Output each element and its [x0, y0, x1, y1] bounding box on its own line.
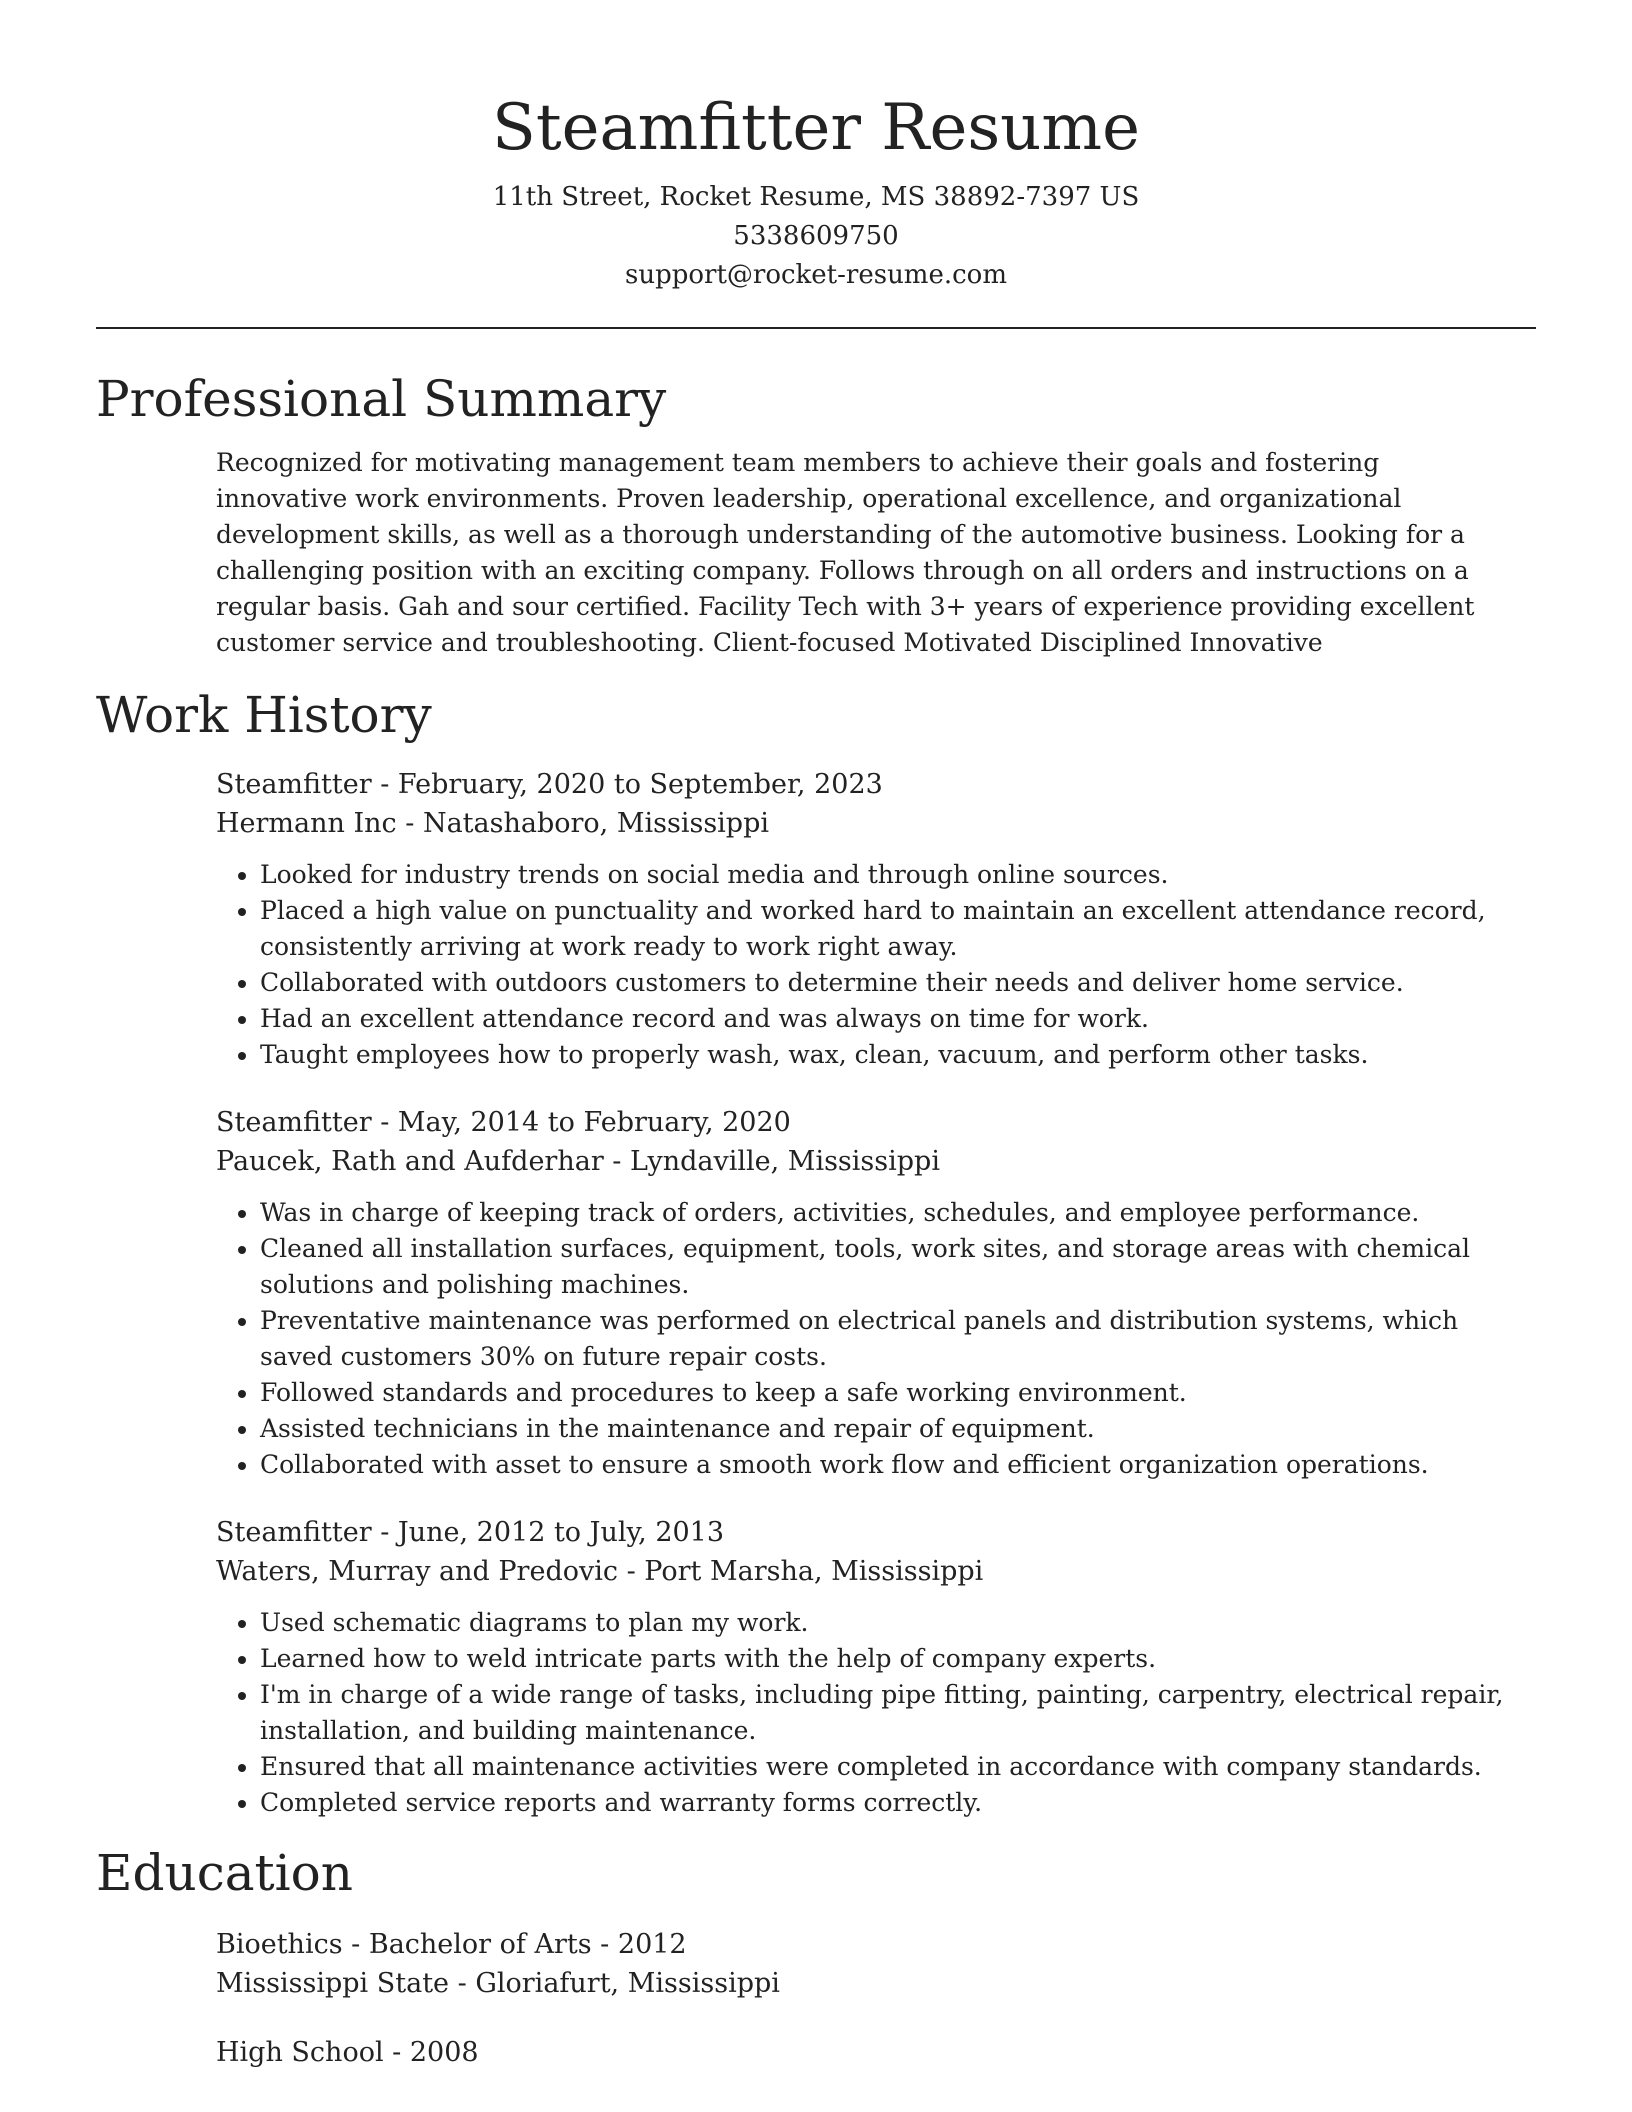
resume-page [96, 0, 1536, 2072]
resume-header [96, 0, 1536, 295]
summary-section [96, 367, 1536, 661]
contact-phone: 5338609750 [733, 221, 899, 251]
job-title-dates: Steamfitter - June, 2012 to July, 2013 [216, 1517, 725, 1548]
resume-title: Steamfitter Resume [492, 91, 1140, 165]
work-history-section [96, 683, 1536, 1821]
job-title-dates: Steamfitter - May, 2014 to February, 2020 [216, 1107, 791, 1138]
job-company-location: Hermann Inc - Natashaboro, Mississippi [216, 808, 770, 839]
job-duty-item: • Looked for industry trends on social media and through online sources. [260, 857, 1536, 893]
education-degree: Bioethics - Bachelor of Arts - 2012 [216, 1929, 687, 1960]
header-divider [96, 327, 1536, 329]
job-duty-item: • Collaborated with outdoors customers to determine their needs and deliver home service. [260, 965, 1536, 1001]
job-duty-item: • Used schematic diagrams to plan my work. [260, 1605, 1536, 1641]
education-section [96, 1841, 1536, 2072]
job-duty-item: • Had an excellent attendance record and was always on time for work. [260, 1001, 1536, 1037]
education-heading: Education [96, 1844, 353, 1902]
education-entry [216, 2033, 1536, 2072]
job-duty-item: • Followed standards and procedures to keep a safe working environment. [260, 1375, 1536, 1411]
job-duty-item: • Assisted technicians in the maintenance and repair of equipment. [260, 1411, 1536, 1447]
job-duty-item: • Cleaned all installation surfaces, equipment, tools, work sites, and storage areas with chemical solutions and polishing machines. [260, 1231, 1536, 1303]
job-duty-item: • Completed service reports and warranty forms correctly. [260, 1785, 1536, 1821]
education-school: Mississippi State - Gloriafurt, Mississippi [216, 1968, 780, 1999]
job-duty-item: • Preventative maintenance was performed on electrical panels and distribution systems, which saved customers 30% on future repair costs. [260, 1303, 1536, 1375]
contact-address: 11th Street, Rocket Resume, MS 38892-7397 US [492, 182, 1140, 212]
job-duty-item: • Ensured that all maintenance activities were completed in accordance with company standards. [260, 1749, 1536, 1785]
job-duty-item: • I'm in charge of a wide range of tasks, including pipe fitting, painting, carpentry, electrical repair, installation, and building maintenance. [260, 1677, 1536, 1749]
job-duty-item: • Collaborated with asset to ensure a smooth work flow and efficient organization operations. [260, 1447, 1536, 1483]
job-duty-item: • Learned how to weld intricate parts with the help of company experts. [260, 1641, 1536, 1677]
job-entry [216, 1513, 1536, 1821]
job-company-location: Paucek, Rath and Aufderhar - Lyndaville, Mississippi [216, 1146, 940, 1177]
job-duties-list [216, 857, 1536, 1073]
job-duty-item: • Taught employees how to properly wash, wax, clean, vacuum, and perform other tasks. [260, 1037, 1536, 1073]
contact-info [96, 178, 1536, 295]
education-entry [216, 1925, 1536, 2003]
job-duty-item: • Was in charge of keeping track of orders, activities, schedules, and employee performance. [260, 1195, 1536, 1231]
job-duties-list [216, 1605, 1536, 1821]
summary-text: Recognized for motivating management team members to achieve their goals and fostering innovative work environments. Proven leadership, operational excellence, and organizational development skills, as well as a thorough understanding of the automotive business. Looking for a challenging position with an exciting company. Follows through on all orders and instructions on a regular basis. Gah and sour certified. Facility Tech with 3+ years of experience providing excellent customer service and troubleshooting. Client-focused Motivated Disciplined Innovative [216, 448, 1475, 657]
job-company-location: Waters, Murray and Predovic - Port Marsha, Mississippi [216, 1556, 984, 1587]
contact-email: support@rocket-resume.com [624, 260, 1007, 290]
job-entry [216, 1103, 1536, 1483]
job-entry [216, 765, 1536, 1073]
work-history-heading: Work History [96, 686, 432, 744]
education-degree: High School - 2008 [216, 2037, 479, 2068]
job-duties-list [216, 1195, 1536, 1483]
summary-heading: Professional Summary [96, 370, 667, 428]
job-duty-item: • Placed a high value on punctuality and worked hard to maintain an excellent attendance record, consistently arriving at work ready to work right away. [260, 893, 1536, 965]
job-title-dates: Steamfitter - February, 2020 to September, 2023 [216, 769, 883, 800]
